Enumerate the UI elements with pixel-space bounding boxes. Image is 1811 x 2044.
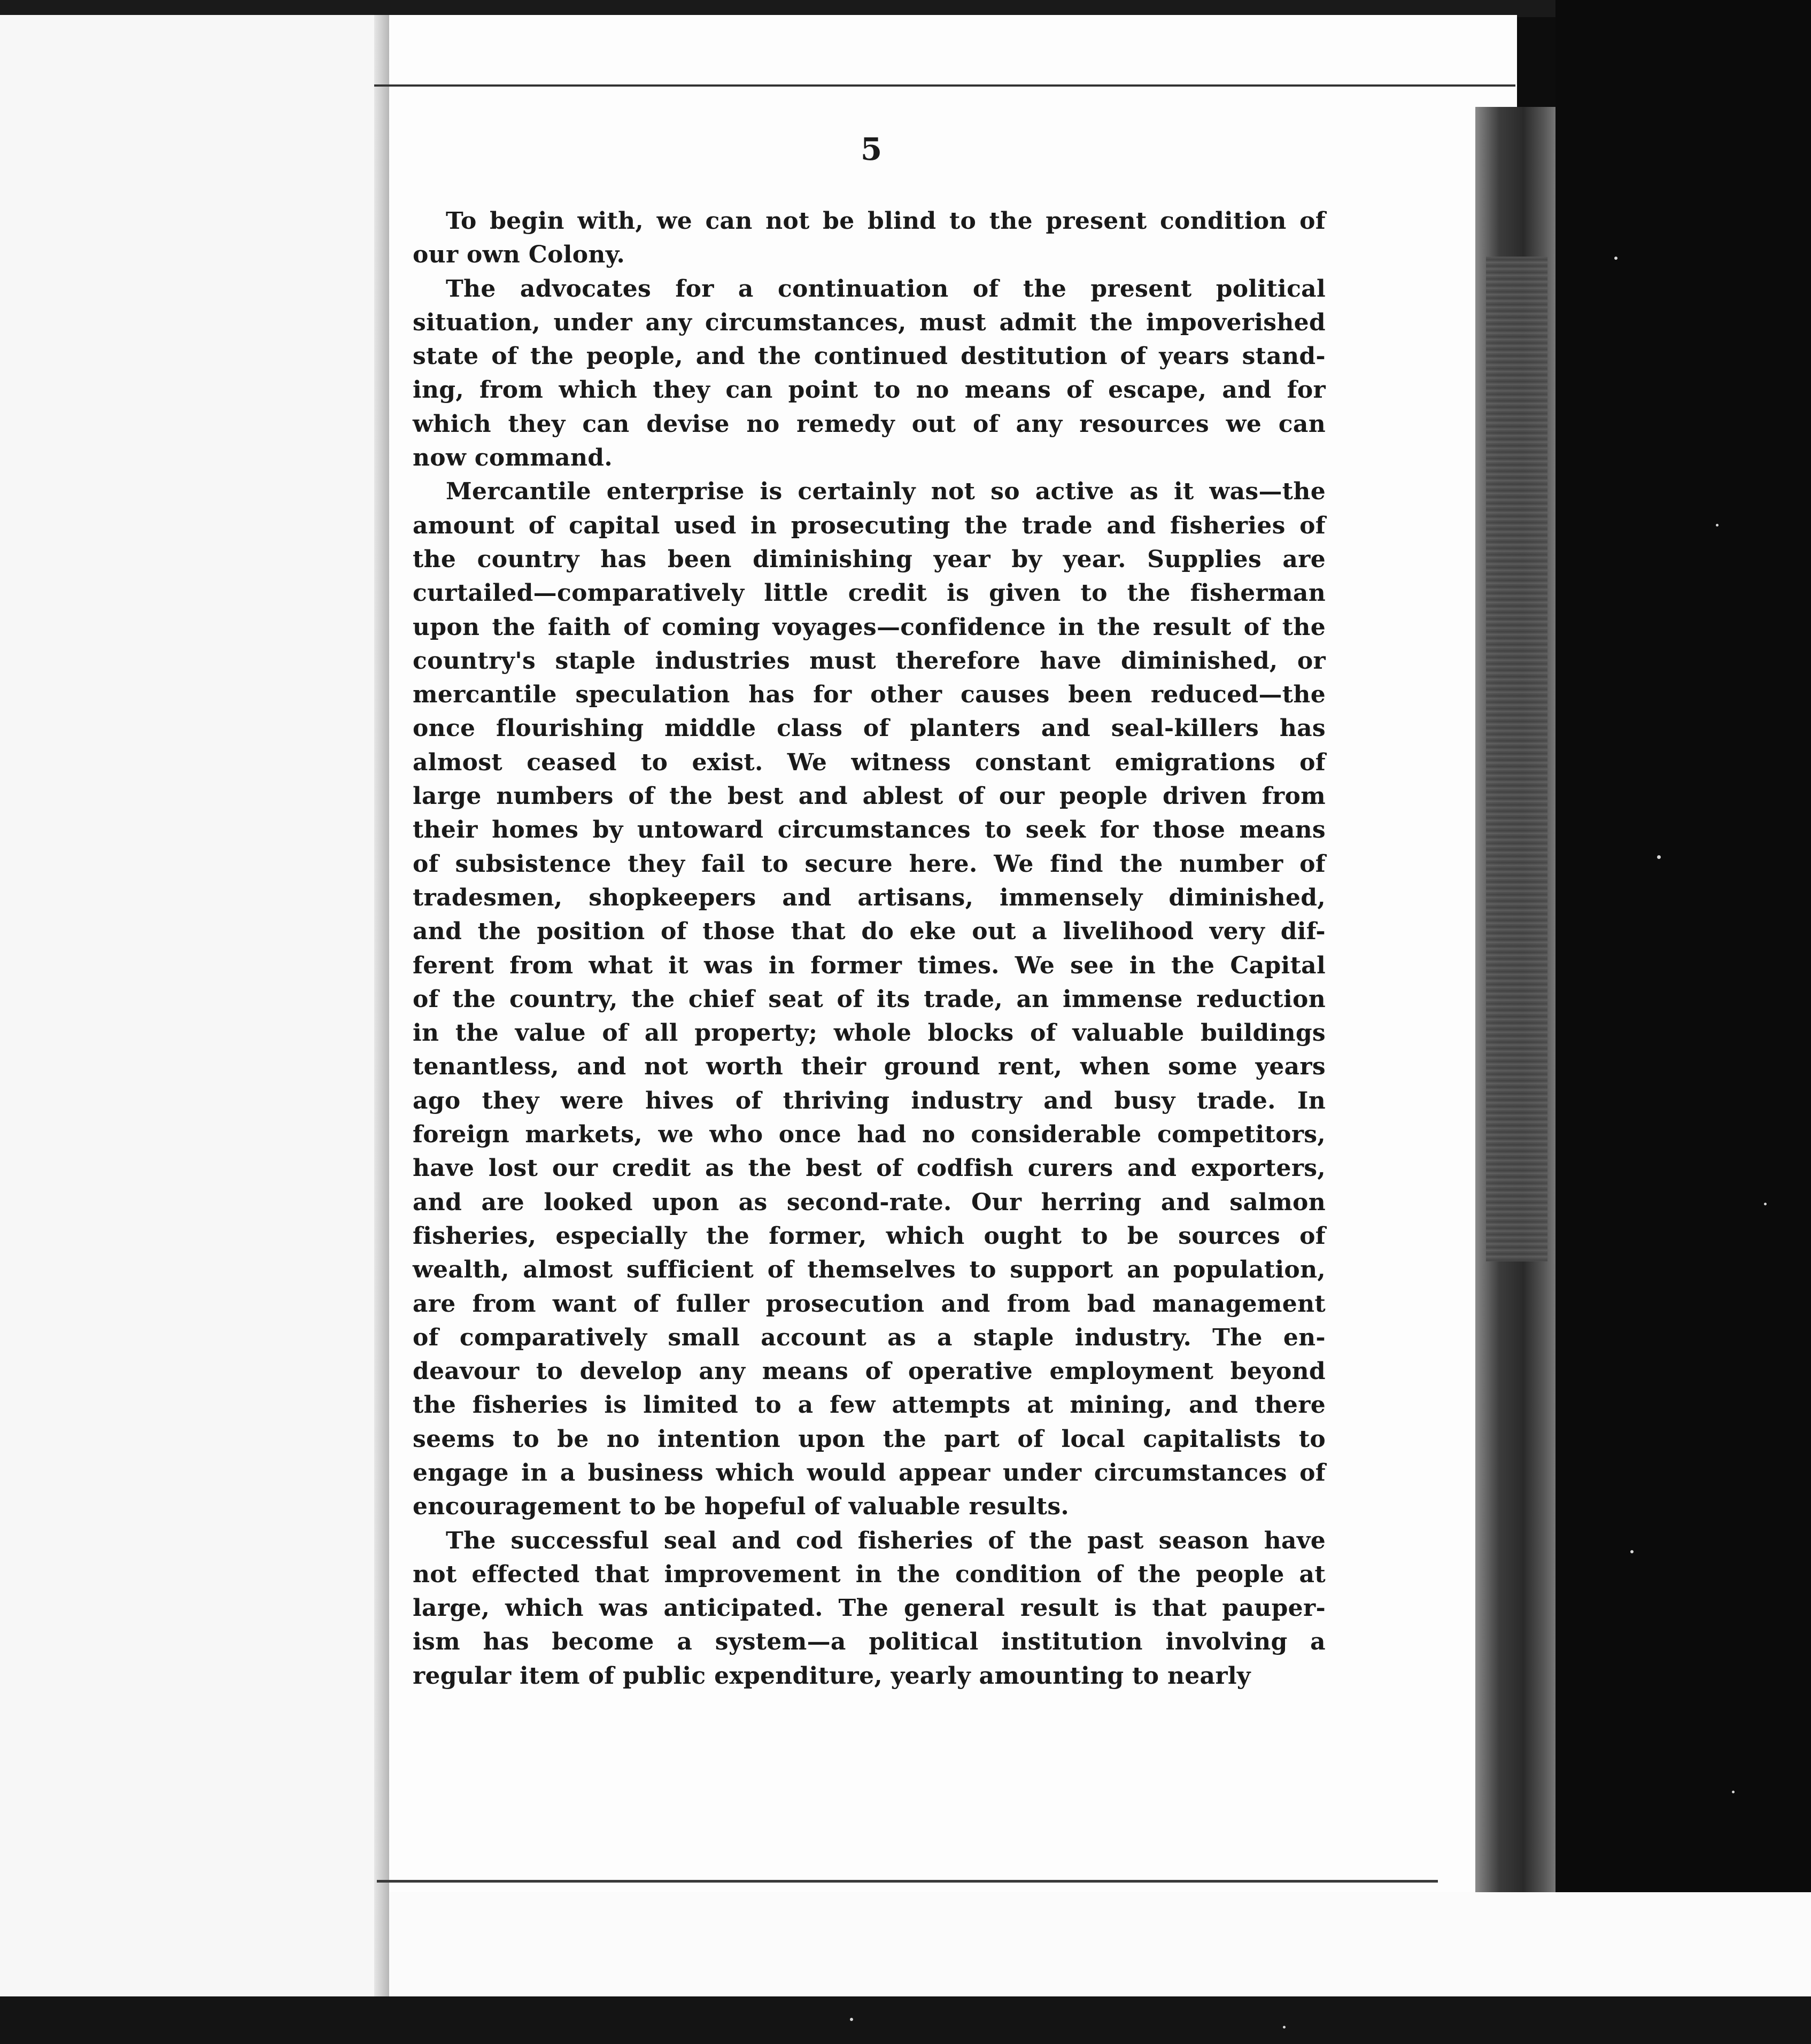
scan-bottom-border: [0, 1996, 1811, 2044]
paragraph: [413, 204, 1326, 272]
scan-speck: [1657, 855, 1661, 859]
text-line: situation, under any circumstances, must admit the impoverished: [413, 308, 1326, 336]
text-line: wealth, almost sufficient of themselves to support an population,: [413, 1256, 1326, 1284]
text-line: ago they were hives of thriving industry and busy trade. In: [413, 1087, 1326, 1114]
text-line: the country has been diminishing year by year. Supplies are: [413, 545, 1326, 573]
text-line: large numbers of the best and ablest of our people driven from: [413, 783, 1326, 810]
text-line: foreign markets, we who once had no considerable competitors,: [413, 1121, 1326, 1149]
text-line: our own Colony.: [413, 241, 625, 269]
text-line: of comparatively small account as a staple industry. The en-: [413, 1323, 1326, 1351]
text-line: The successful seal and cod fisheries of the past season have: [446, 1527, 1326, 1554]
text-line: engage in a business which would appear under circumstances of: [413, 1459, 1326, 1486]
text-line: large, which was anticipated. The general result is that pauper-: [413, 1594, 1326, 1622]
text-line: the fisheries is limited to a few attempts at mining, and there: [413, 1391, 1326, 1419]
text-line: mercantile speculation has for other causes been reduced—the: [413, 681, 1326, 709]
text-line: their homes by untoward circumstances to seek for those means: [413, 816, 1326, 844]
text-line: deavour to develop any means of operative employment beyond: [413, 1358, 1326, 1385]
text-line: in the value of all property; whole blocks of valuable buildings: [413, 1019, 1326, 1047]
text-line: seems to be no intention upon the part of local capitalists to: [413, 1425, 1326, 1453]
text-line: encouragement to be hopeful of valuable results.: [413, 1493, 1070, 1521]
text-line: To begin with, we can not be blind to the present condition of: [446, 207, 1326, 235]
paragraph: [413, 1524, 1326, 1693]
scan-speck: [1716, 524, 1719, 527]
text-line: The advocates for a continuation of the present political: [446, 275, 1326, 303]
body-text: [413, 204, 1326, 1693]
text-line: curtailed—comparatively little credit is given to the fisherman: [413, 579, 1326, 607]
text-line: country's staple industries must therefore have diminished, or: [413, 647, 1326, 675]
scan-speck: [1283, 2026, 1286, 2028]
text-line: of subsistence they fail to secure here. We find the number of: [413, 850, 1326, 878]
paragraph: [413, 272, 1326, 475]
text-line: and the position of those that do eke out a livelihood very dif-: [413, 918, 1326, 946]
text-line: almost ceased to exist. We witness constant emigrations of: [413, 748, 1326, 776]
scan-speck: [1764, 1203, 1767, 1205]
text-line: amount of capital used in prosecuting the trade and fisheries of: [413, 512, 1326, 539]
text-line: have lost our credit as the best of codfish curers and exporters,: [413, 1155, 1326, 1182]
text-line: ism has become a system—a political institution involving a: [413, 1628, 1326, 1656]
scan-dark-background: [1555, 0, 1811, 1924]
text-line: regular item of public expenditure, yearly amounting to nearly: [413, 1662, 1251, 1690]
facing-blank-page: [0, 15, 388, 1999]
text-line: now command.: [413, 444, 613, 472]
text-line: are from want of fuller prosecution and from bad management: [413, 1290, 1326, 1318]
text-line: tenantless, and not worth their ground rent, when some years: [413, 1053, 1326, 1081]
scan-speck: [1732, 1791, 1735, 1793]
page-number: 5: [860, 131, 883, 167]
text-line: not effected that improvement in the condition of the people at: [413, 1560, 1326, 1588]
bottom-rule: [377, 1880, 1438, 1883]
text-line: Mercantile enterprise is certainly not so active as it was—the: [446, 478, 1326, 506]
text-line: and are looked upon as second-rate. Our herring and salmon: [413, 1188, 1326, 1216]
text-line: once flourishing middle class of planters and seal-killers has: [413, 715, 1326, 742]
text-line: fisheries, especially the former, which ought to be sources of: [413, 1222, 1326, 1250]
text-line: upon the faith of coming voyages—confidence in the result of the: [413, 613, 1326, 641]
book-edge-texture: [1486, 257, 1547, 1261]
scan-speck: [850, 2018, 853, 2021]
text-line: state of the people, and the continued destitution of years stand-: [413, 343, 1326, 370]
text-line: ing, from which they can point to no means of escape, and for: [413, 376, 1326, 404]
text-line: which they can devise no remedy out of any resources we can: [413, 410, 1326, 438]
paragraph: [413, 475, 1326, 1523]
text-line: tradesmen, shopkeepers and artisans, immensely diminished,: [413, 884, 1326, 911]
scan-speck: [1614, 257, 1617, 260]
scan-speck: [1630, 1550, 1634, 1553]
page-bottom-margin: [389, 1892, 1811, 1999]
text-line: ferent from what it was in former times. We see in the Capital: [413, 951, 1326, 979]
top-rule: [374, 84, 1515, 87]
text-line: of the country, the chief seat of its trade, an immense reduction: [413, 985, 1326, 1013]
